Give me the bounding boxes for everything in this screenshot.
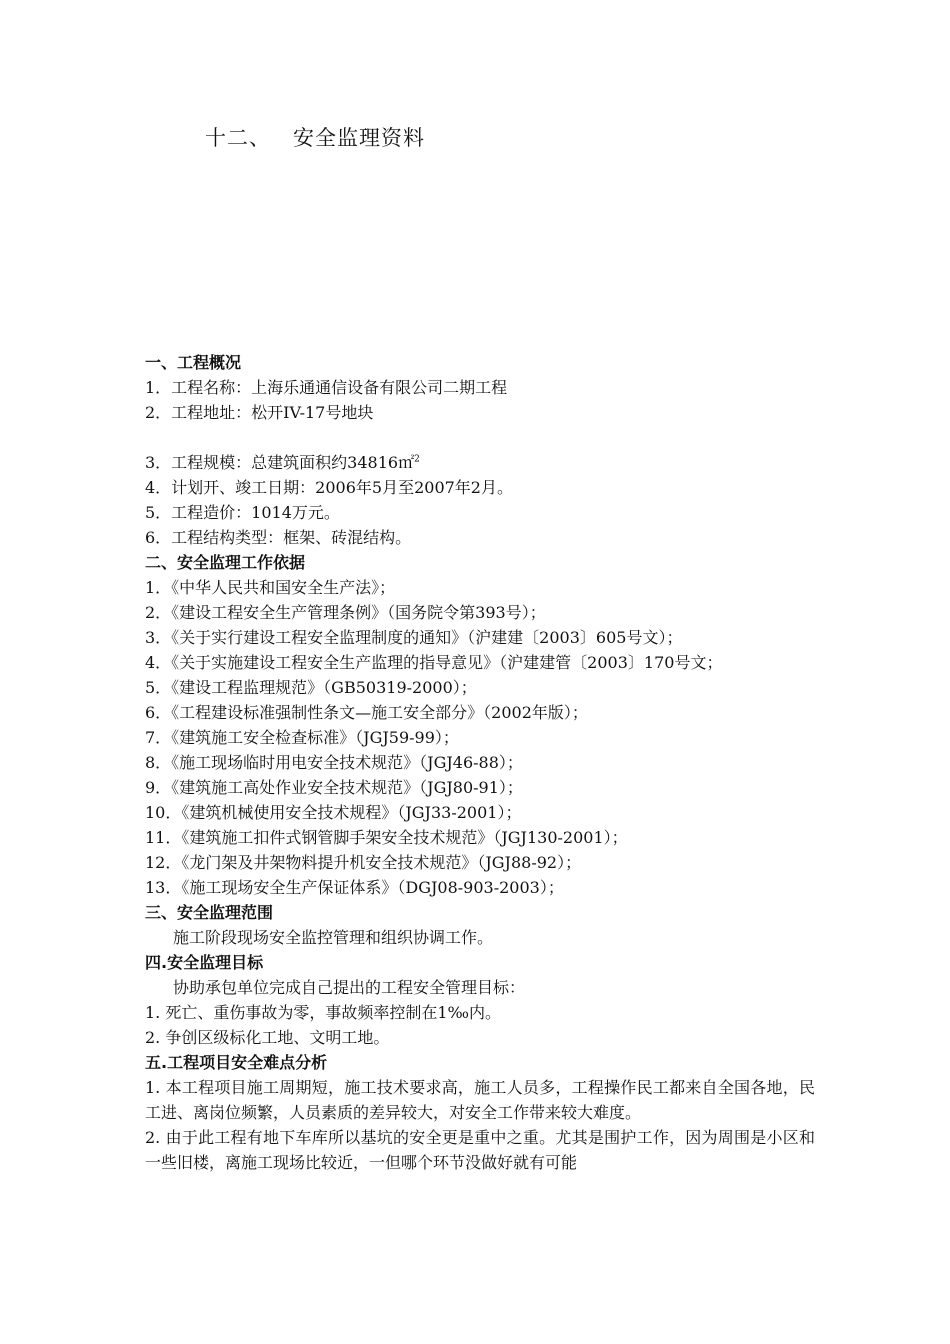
list-item: 12．《龙门架及井架物料提升机安全技术规范》（JGJ88-92）； (145, 853, 582, 872)
chapter-title-text: 安全监理资料 (293, 126, 425, 150)
list-item: 11．《建筑施工扣件式钢管脚手架安全技术规范》（JGJ130-2001）； (145, 828, 628, 847)
section-heading-goals: 四.安全监理目标 (145, 953, 264, 972)
list-item: 10．《建筑机械使用安全技术规程》（JGJ33-2001）； (145, 803, 522, 822)
list-item (145, 450, 815, 475)
chapter-title (205, 122, 425, 152)
list-item: 9．《建筑施工高处作业安全技术规范》（JGJ80-91）； (145, 778, 523, 797)
scope-text: 施工阶段现场安全监控管理和组织协调工作。 (173, 928, 494, 947)
list-item: 8．《施工现场临时用电安全技术规范》（JGJ46-88）； (145, 753, 523, 772)
list-item: 1. 死亡、重伤事故为零，事故频率控制在1‰内。 (145, 1003, 502, 1022)
list-item: 5．工程造价：1014万元。 (145, 503, 340, 522)
section-heading-scope: 三、安全监理范围 (145, 903, 274, 922)
section-heading-overview: 一、工程概况 (145, 353, 242, 372)
list-item: 6．工程结构类型：框架、砖混结构。 (145, 528, 412, 547)
scale-text: 3．工程规模：总建筑面积约34816㎡ (145, 453, 415, 472)
list-item: 2．工程地址：松开IV-17号地块 (145, 403, 374, 422)
list-item: 1．《中华人民共和国安全生产法》； (145, 578, 396, 597)
list-item: 4．《关于实施建设工程安全生产监理的指导意见》（沪建建管〔2003〕170号文； (145, 653, 723, 672)
section-heading-difficulties: 五.工程项目安全难点分析 (145, 1053, 328, 1072)
list-item: 6．《工程建设标准强制性条文—施工安全部分》（2002年版）； (145, 703, 588, 722)
paragraph: 1. 本工程项目施工周期短，施工技术要求高，施工人员多，工程操作民工都来自全国各地，民工进、离岗位频繁，人员素质的差异较大，对安全工作带来较大难度。 (145, 1078, 815, 1122)
list-item: 5．《建设工程监理规范》（GB50319-2000）； (145, 678, 477, 697)
list-item: 3．《关于实行建设工程安全监理制度的通知》（沪建建〔2003〕605号文）； (145, 628, 683, 647)
goals-intro: 协助承包单位完成自己提出的工程安全管理目标： (173, 978, 526, 997)
list-item: 4．计划开、竣工日期：2006年5月至2007年2月。 (145, 478, 513, 497)
list-item: 7．《建筑施工安全检查标准》（JGJ59-99）； (145, 728, 459, 747)
superscript: 2 (414, 454, 420, 465)
blank-line (145, 425, 815, 450)
chapter-number: 十二、 (205, 126, 271, 150)
list-item: 2. 争创区级标化工地、文明工地。 (145, 1028, 390, 1047)
paragraph: 2. 由于此工程有地下车库所以基坑的安全更是重中之重。尤其是围护工作，因为周围是小区和一些旧楼，离施工现场比较近，一但哪个环节没做好就有可能 (145, 1128, 815, 1172)
list-item: 13．《施工现场安全生产保证体系》（DGJ08-903-2003）； (145, 878, 564, 897)
document-body (145, 350, 815, 1175)
section-heading-basis: 二、安全监理工作依据 (145, 553, 306, 572)
list-item: 1．工程名称：上海乐通通信设备有限公司二期工程 (145, 378, 508, 397)
list-item: 2．《建设工程安全生产管理条例》（国务院令第393号）； (145, 603, 546, 622)
